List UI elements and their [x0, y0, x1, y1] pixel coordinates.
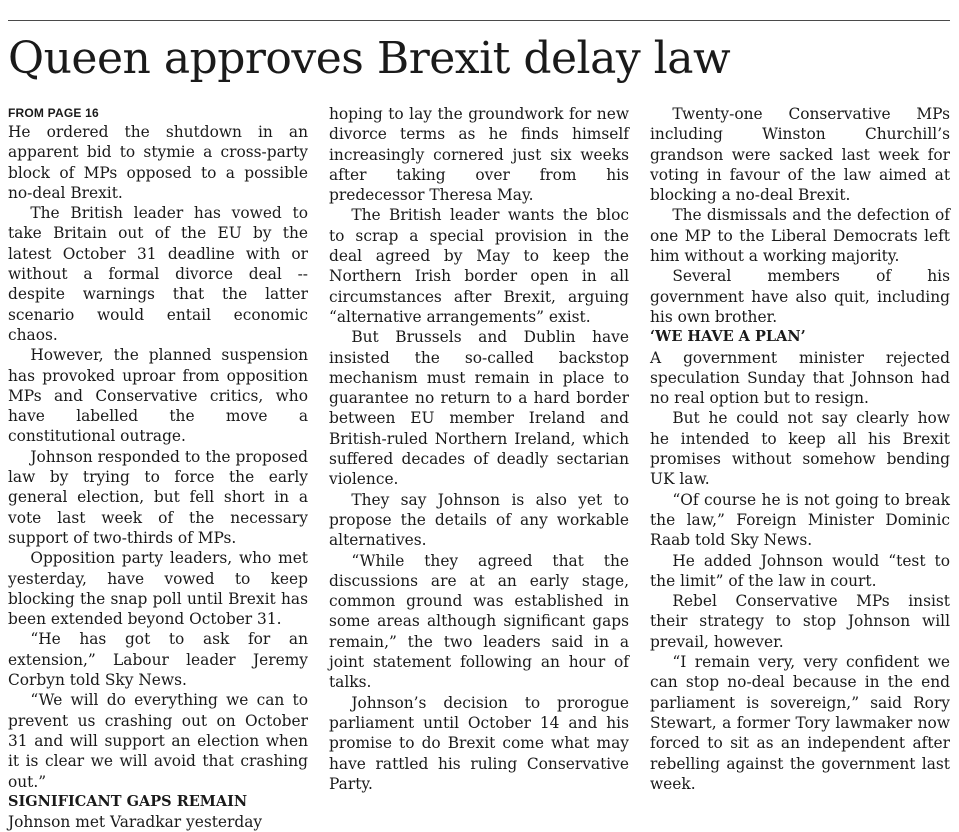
paragraph: “Of course he is not going to break the law,” Foreign Minister Dominic Raab told Sky News. [650, 490, 950, 550]
paragraph: Johnson’s decision to prorogue parliament until October 14 and his promise to do Brexit come what may have rattled his ruling Conservative Party. [329, 693, 629, 793]
paragraph: The British leader has vowed to take Britain out of the EU by the latest October 31 deadline with or without a formal divorce deal -- despite warnings that the latter scenario would entail economic chaos. [8, 204, 308, 344]
paragraph: “While they agreed that the discussions are at an early stage, common ground was established in some areas although significant gaps remain,” the two leaders said in a joint statement following an hour of talks. [329, 551, 629, 692]
paragraph: Johnson responded to the proposed law by trying to force the early general election, but fell short in a vote last week of the necessary support of two-thirds of MPs. [8, 447, 308, 547]
continuation-label: FROM PAGE 16 [8, 106, 99, 120]
paragraph: “We will do everything we can to prevent us crashing out on October 31 and will support an election when it is clear we will avoid that crashing out.” [8, 691, 308, 791]
paragraph: He ordered the shutdown in an apparent bid to stymie a cross-party block of MPs opposed to a possible no-deal Brexit. [8, 123, 308, 202]
headline: Queen approves Brexit delay law [8, 33, 731, 84]
article-column-2 [329, 104, 629, 793]
paragraph: They say Johnson is also yet to propose the details of any workable alternatives. [329, 490, 629, 550]
paragraph: Rebel Conservative MPs insist their strategy to stop Johnson will prevail, however. [650, 592, 950, 651]
paragraph: Several members of his government have also quit, including his own brother. [650, 267, 950, 326]
paragraph: He added Johnson would “test to the limit” of the law in court. [650, 551, 950, 590]
subheading: SIGNIFICANT GAPS REMAIN [8, 792, 248, 810]
paragraph: A government minister rejected speculation Sunday that Johnson had no real option but to resign. [650, 348, 950, 408]
paragraph: “He has got to ask for an extension,” Labour leader Jeremy Corbyn told Sky News. [8, 630, 308, 690]
paragraph: However, the planned suspension has provoked uproar from opposition MPs and Conservative critics, who have labelled the move a constitutional outrage. [8, 346, 308, 446]
paragraph: But Brussels and Dublin have insisted the so-called backstop mechanism must remain in place to guarantee no return to a hard border between EU member Ireland and British-ruled Northern Ireland, which suffered decades of deadly sectarian violence. [329, 328, 629, 489]
paragraph: Johnson met Varadkar yesterday [8, 813, 263, 832]
top-rule [8, 20, 950, 21]
paragraph: Twenty-one Conservative MPs including Winston Churchill’s grandson were sacked last week for voting in favour of the law aimed at blocking a no-deal Brexit. [650, 105, 950, 205]
paragraph: “I remain very, very confident we can stop no-deal because in the end parliament is sovereign,” said Rory Stewart, a former Tory lawmaker now forced to sit as an independent after rebelling against the government last week. [650, 653, 950, 793]
paragraph: hoping to lay the groundwork for new divorce terms as he finds himself increasingly cornered just six weeks after taking over from his predecessor Theresa May. [329, 105, 629, 205]
article-column-1 [8, 106, 308, 832]
paragraph: The British leader wants the bloc to scrap a special provision in the deal agreed by May to keep the Northern Irish border open in all circumstances after Brexit, arguing “alternative arrangements” exist. [329, 206, 629, 326]
article-column-3 [650, 104, 950, 793]
subheading: ‘WE HAVE A PLAN’ [650, 328, 806, 346]
paragraph: The dismissals and the defection of one MP to the Liberal Democrats left him without a working majority. [650, 206, 950, 266]
paragraph: Opposition party leaders, who met yesterday, have vowed to keep blocking the snap poll until Brexit has been extended beyond October 31. [8, 549, 308, 629]
paragraph: But he could not say clearly how he intended to keep all his Brexit promises without somehow bending UK law. [650, 409, 950, 489]
